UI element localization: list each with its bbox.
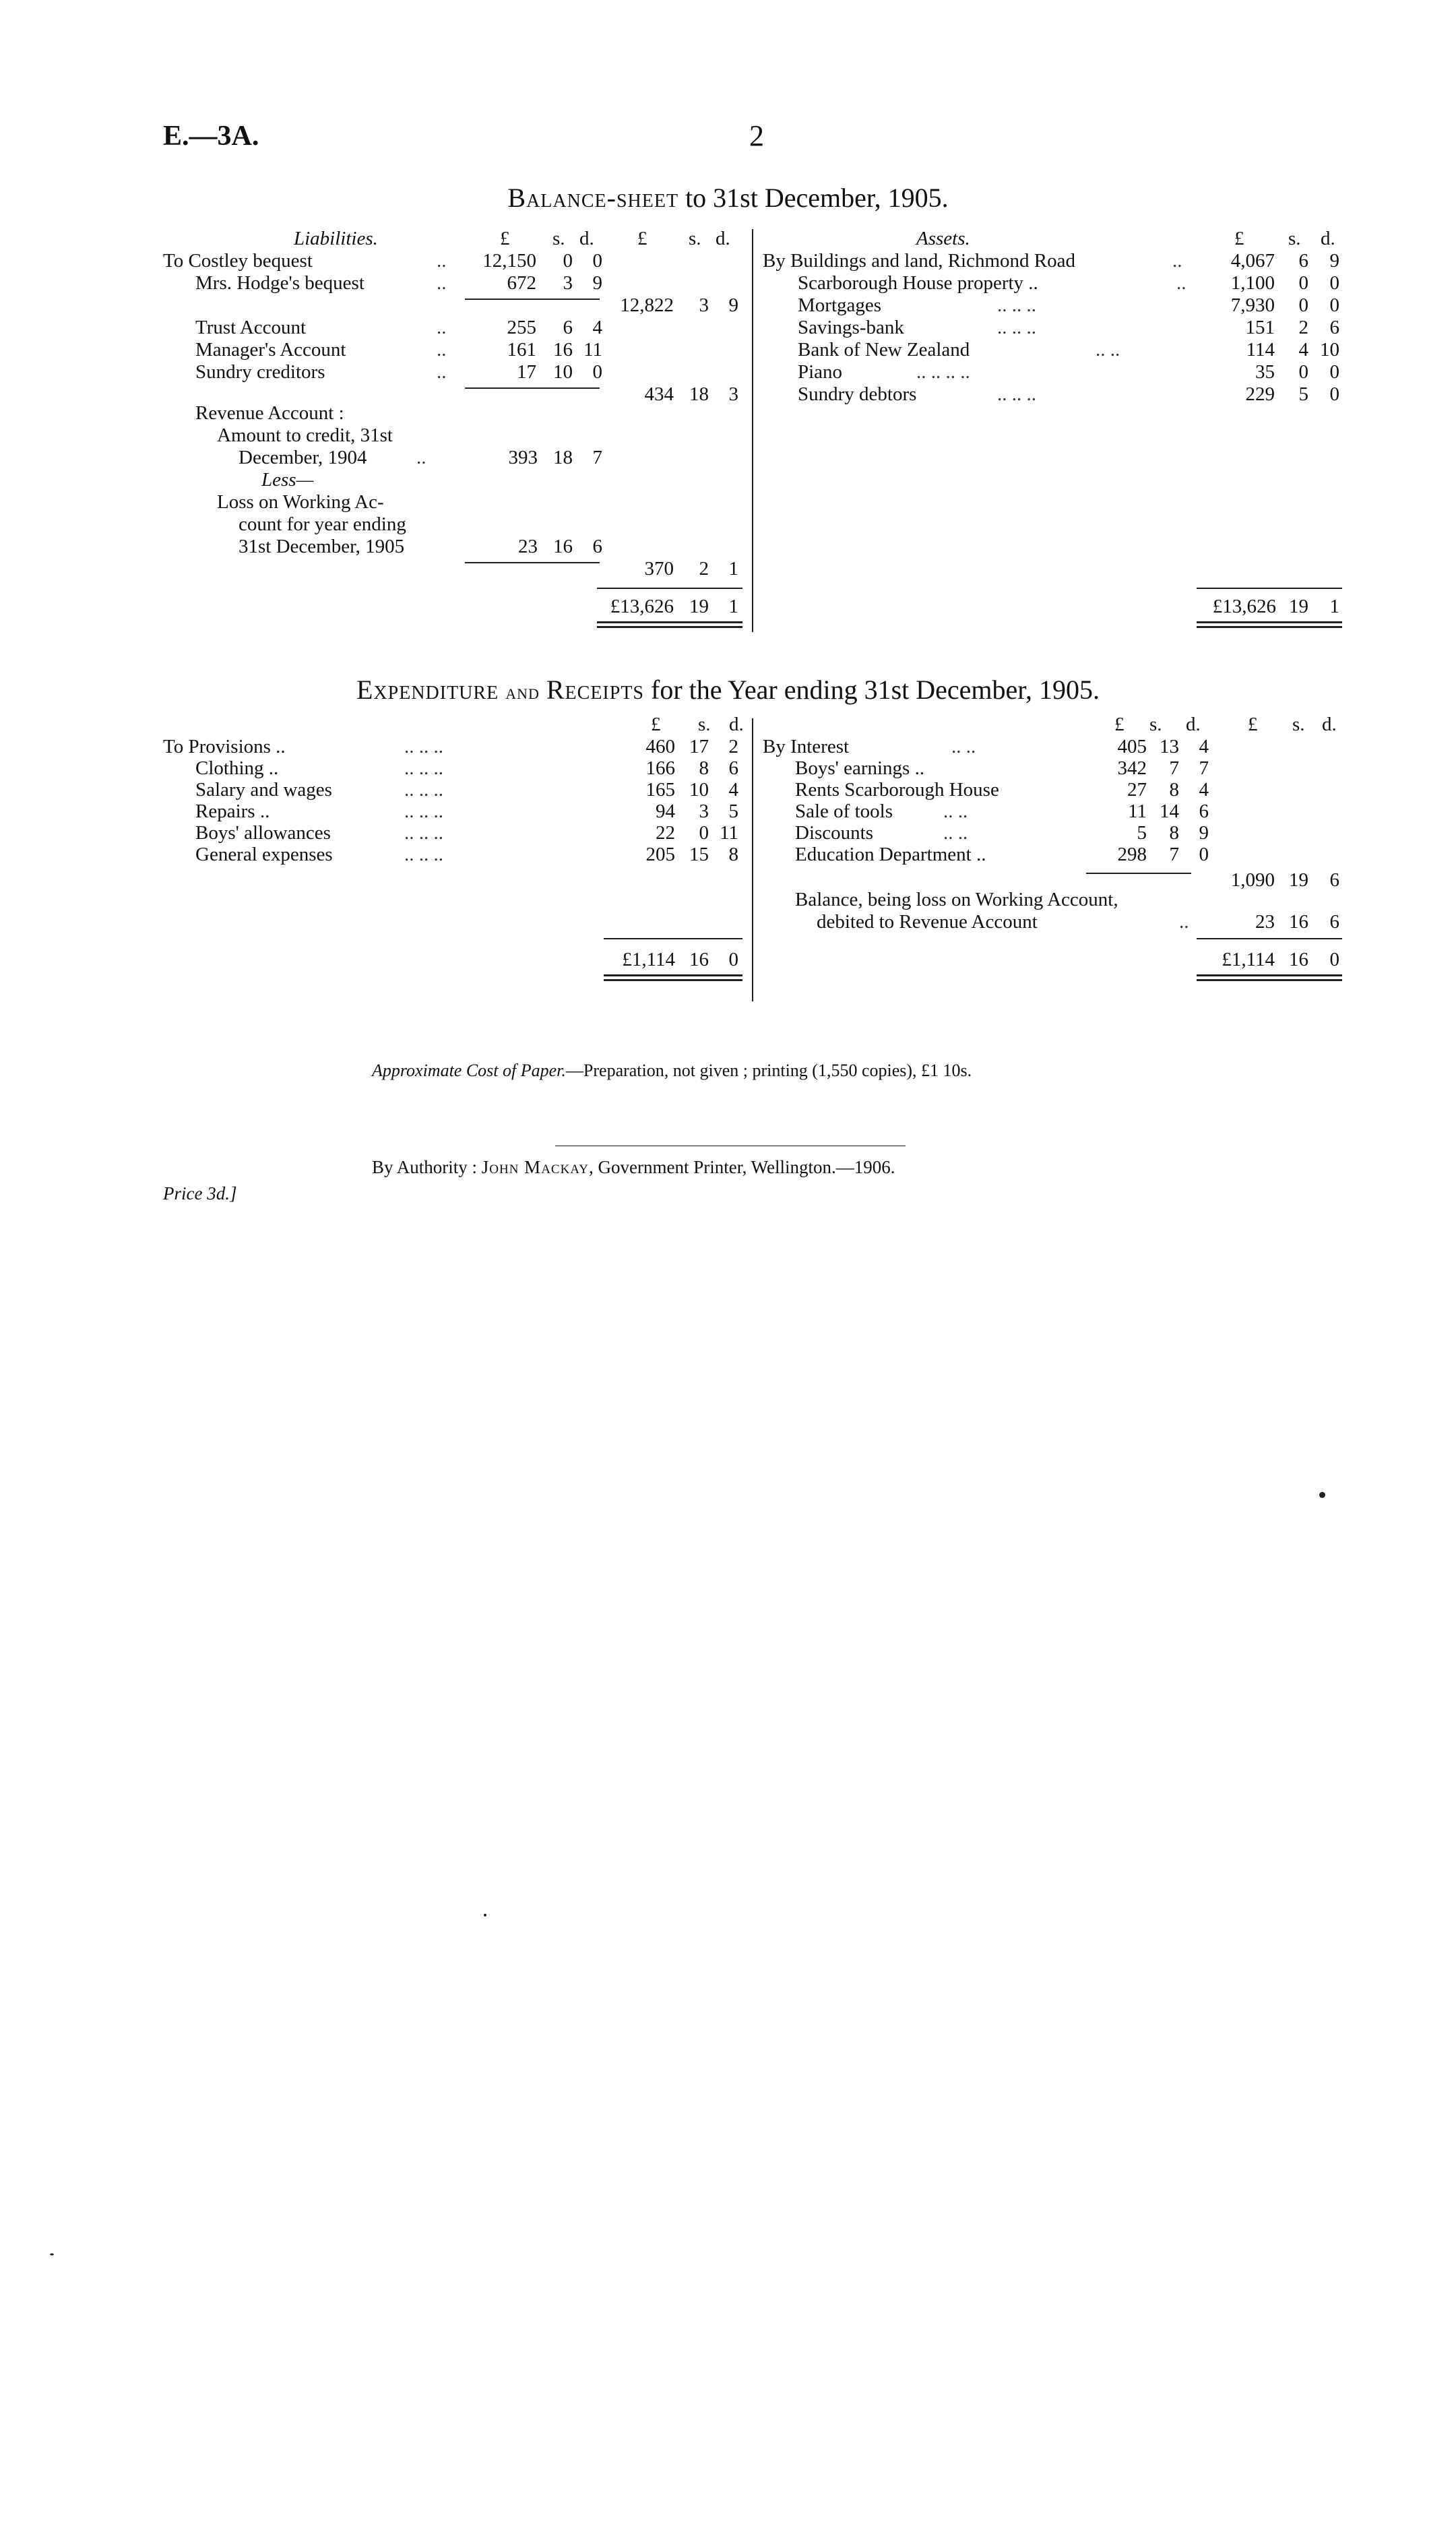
expense-dots: .. .. .. <box>404 822 443 844</box>
receipt-dots: .. .. <box>943 801 968 822</box>
asset-label: Bank of New Zealand <box>798 339 970 361</box>
page-number: 2 <box>749 119 764 152</box>
expense-amount-s: 3 <box>699 801 709 822</box>
printer-authority <box>372 1157 895 1178</box>
liability-amount-s: 6 <box>563 317 573 338</box>
liability-dots: .. <box>437 339 447 361</box>
liability-dots: .. <box>437 250 447 272</box>
exp-total-d: 0 <box>728 949 738 970</box>
liab-grand-d: 1 <box>728 596 738 617</box>
authority-name: John Mackay <box>481 1157 590 1177</box>
asset-amount-s: 0 <box>1298 361 1308 383</box>
receipt-label: Boys' earnings .. <box>795 757 925 779</box>
asset-amount-l: 114 <box>1246 339 1275 361</box>
expense-dots: .. .. .. <box>404 801 443 822</box>
expense-amount-s: 10 <box>689 779 709 801</box>
asset-amount-d: 0 <box>1329 272 1339 294</box>
asset-amount-l: 151 <box>1245 317 1275 338</box>
receipt-amount-s: 7 <box>1169 844 1179 865</box>
asset-dots: .. .. .. <box>997 294 1036 316</box>
balance-sheet-title-sc: Balance-sheet <box>507 183 679 213</box>
assets-grand-double-rule <box>1197 621 1342 628</box>
receipt-amount-s: 13 <box>1160 736 1179 757</box>
exp-cur-pound: £ <box>651 714 661 735</box>
exp-total-s: 16 <box>689 949 709 970</box>
liability-amount-s: 10 <box>553 361 573 383</box>
liab-cur-s-1: s. <box>552 228 565 249</box>
liab-cur-pound-2: £ <box>637 228 647 249</box>
expense-amount-l: 460 <box>645 736 675 757</box>
expense-dots: .. .. .. <box>404 757 443 779</box>
revenue-total-l: 370 <box>644 558 674 580</box>
receipt-amount-l: 27 <box>1127 779 1147 801</box>
asset-dots: .. .. <box>1096 339 1120 361</box>
exp-cur-s: s. <box>698 714 711 735</box>
asset-amount-d: 0 <box>1329 383 1339 405</box>
liability-label: Manager's Account <box>195 339 346 361</box>
liab-subtotal-l: 434 <box>644 383 674 405</box>
liability-amount-l: 161 <box>507 339 536 361</box>
receipt-dots: .. .. <box>943 822 968 844</box>
rec-total-s: 16 <box>1289 949 1308 970</box>
receipt-amount-s: 14 <box>1160 801 1179 822</box>
asset-amount-d: 0 <box>1329 361 1339 383</box>
scan-speck <box>484 1914 486 1916</box>
price: Price 3d.] <box>163 1183 237 1204</box>
revenue-line-2: Amount to credit, 31st <box>217 425 393 446</box>
assets-grand-d: 1 <box>1329 596 1339 617</box>
asset-amount-l: 229 <box>1245 383 1275 405</box>
liab-subtotal-d: 9 <box>728 294 738 316</box>
scan-speck <box>1319 1492 1325 1498</box>
rec-cur-d-2: d. <box>1322 714 1337 735</box>
receipt-amount-d: 9 <box>1199 822 1209 844</box>
exp-total-l: £1,114 <box>622 949 675 970</box>
asset-amount-l: 4,067 <box>1230 250 1275 272</box>
assets-cur-d: d. <box>1321 228 1335 249</box>
liability-label: To Costley bequest <box>163 250 313 272</box>
receipt-label: Rents Scarborough House <box>795 779 999 801</box>
liability-label: Trust Account <box>195 317 307 338</box>
asset-amount-s: 0 <box>1298 294 1308 316</box>
expense-amount-s: 17 <box>689 736 709 757</box>
revenue-less: Less— <box>261 469 314 491</box>
expense-dots: .. .. .. <box>404 844 443 865</box>
liability-label: Mrs. Hodge's bequest <box>195 272 365 294</box>
liab-cur-s-2: s. <box>689 228 701 249</box>
liab-cur-pound-1: £ <box>500 228 510 249</box>
receipt-amount-l: 342 <box>1117 757 1147 779</box>
expense-amount-s: 0 <box>699 822 709 844</box>
expense-amount-l: 165 <box>645 779 675 801</box>
receipt-dots: .. .. <box>951 736 976 757</box>
authority-post: , Government Printer, Wellington.—1906. <box>589 1157 895 1177</box>
balance-amt-d: 6 <box>1329 911 1339 933</box>
asset-label: Scarborough House property .. <box>798 272 1038 294</box>
revenue-amt1-s: 18 <box>553 447 573 468</box>
expense-label: Repairs .. <box>195 801 270 822</box>
revenue-total-d: 1 <box>728 558 738 580</box>
liability-amount-d: 4 <box>592 317 602 338</box>
receipt-amount-l: 405 <box>1117 736 1147 757</box>
expense-label: Salary and wages <box>195 779 332 801</box>
receipt-label: Education Department .. <box>795 844 986 865</box>
revenue-amt2-s: 16 <box>553 536 573 557</box>
revenue-amt2-l: 23 <box>518 536 538 557</box>
liab-subtotal-rule <box>465 299 600 300</box>
receipt-label: Discounts <box>795 822 873 844</box>
revenue-amt1-d: 7 <box>592 447 602 468</box>
expenditure-title-sc1: Expenditure <box>356 675 499 705</box>
balance-line-2: debited to Revenue Account <box>817 911 1038 933</box>
asset-label: By Buildings and land, Richmond Road <box>763 250 1075 272</box>
cost-note-italic: Approximate Cost of Paper. <box>372 1061 566 1080</box>
liab-cur-d-2: d. <box>716 228 730 249</box>
revenue-subtotal-rule <box>465 562 600 563</box>
receipt-amount-l: 11 <box>1128 801 1147 822</box>
receipt-amount-l: 298 <box>1117 844 1147 865</box>
exp-total-rule <box>604 938 742 939</box>
receipt-amount-s: 8 <box>1169 822 1179 844</box>
asset-amount-d: 9 <box>1329 250 1339 272</box>
liab-grand-s: 19 <box>689 596 709 617</box>
liability-amount-l: 17 <box>517 361 536 383</box>
assets-cur-pound: £ <box>1234 228 1244 249</box>
expense-dots: .. .. .. <box>404 736 443 757</box>
rec-cur-pound-1: £ <box>1114 714 1125 735</box>
assets-grand-rule <box>1197 588 1342 589</box>
rec-total-rule <box>1197 938 1342 939</box>
liability-amount-d: 11 <box>583 339 602 361</box>
receipt-amount-d: 7 <box>1199 757 1209 779</box>
rec-cur-pound-2: £ <box>1248 714 1258 735</box>
liability-dots: .. <box>437 272 447 294</box>
scan-speck <box>50 2253 54 2255</box>
expenditure-title-rest: for the Year ending 31st December, 1905. <box>651 675 1100 705</box>
expense-amount-s: 8 <box>699 757 709 779</box>
exp-total-double-rule <box>604 974 742 981</box>
asset-amount-s: 5 <box>1298 383 1308 405</box>
authority-pre: By Authority : <box>372 1157 482 1177</box>
rec-total-d: 0 <box>1329 949 1339 970</box>
rec-cur-s-1: s. <box>1149 714 1162 735</box>
asset-amount-l: 1,100 <box>1230 272 1275 294</box>
balance-sheet-title <box>0 182 1456 214</box>
expense-label: Clothing .. <box>195 757 279 779</box>
liabilities-heading: Liabilities. <box>294 228 378 249</box>
asset-amount-l: 35 <box>1255 361 1275 383</box>
liability-label: Sundry creditors <box>195 361 325 383</box>
receipts-total-s: 19 <box>1289 869 1308 891</box>
rec-total-double-rule <box>1197 974 1342 981</box>
receipt-amount-d: 4 <box>1199 779 1209 801</box>
revenue-line-5: count for year ending <box>239 513 406 535</box>
liability-amount-l: 672 <box>507 272 536 294</box>
rec-total-l: £1,114 <box>1222 949 1275 970</box>
liability-amount-s: 16 <box>553 339 573 361</box>
liab-grand-l: £13,626 <box>610 596 674 617</box>
receipt-amount-s: 7 <box>1169 757 1179 779</box>
exp-cur-d: d. <box>729 714 744 735</box>
asset-amount-d: 6 <box>1329 317 1339 338</box>
expense-amount-l: 166 <box>645 757 675 779</box>
rec-cur-d-1: d. <box>1186 714 1201 735</box>
expense-amount-d: 6 <box>728 757 738 779</box>
receipt-amount-s: 8 <box>1169 779 1179 801</box>
receipt-amount-d: 4 <box>1199 736 1209 757</box>
asset-label: Piano <box>798 361 843 383</box>
document-reference: E.—3A. <box>163 121 259 152</box>
revenue-amt1-l: 393 <box>508 447 538 468</box>
liab-subtotal-s: 3 <box>699 294 709 316</box>
balance-amt-s: 16 <box>1289 911 1308 933</box>
asset-amount-d: 10 <box>1320 339 1339 361</box>
revenue-line-4: Loss on Working Ac- <box>217 491 384 513</box>
expense-amount-d: 2 <box>728 736 738 757</box>
liability-dots: .. <box>437 361 447 383</box>
liability-amount-s: 0 <box>563 250 573 272</box>
liability-amount-d: 9 <box>592 272 602 294</box>
expense-amount-l: 94 <box>656 801 675 822</box>
receipts-total-l: 1,090 <box>1230 869 1275 891</box>
asset-dots: .. <box>1176 272 1186 294</box>
revenue-line-3-dots: .. <box>416 447 426 468</box>
expenditure-title-sc2: Receipts <box>546 675 644 705</box>
revenue-label: Revenue Account : <box>195 402 344 424</box>
receipt-amount-d: 0 <box>1199 844 1209 865</box>
asset-label: Sundry debtors <box>798 383 917 405</box>
balance-sheet-title-rest: to 31st December, 1905. <box>685 183 949 213</box>
balance-amt-l: 23 <box>1255 911 1275 933</box>
expense-label: General expenses <box>195 844 333 865</box>
liab-cur-d-1: d. <box>579 228 594 249</box>
receipt-label: By Interest <box>763 736 850 757</box>
receipt-amount-l: 5 <box>1137 822 1147 844</box>
asset-amount-s: 0 <box>1298 272 1308 294</box>
expense-dots: .. .. .. <box>404 779 443 801</box>
liab-subtotal-s: 18 <box>689 383 709 405</box>
receipts-total-d: 6 <box>1329 869 1339 891</box>
liab-grand-double-rule <box>597 621 742 628</box>
expense-amount-l: 205 <box>645 844 675 865</box>
asset-dots: .. .. .. <box>997 383 1036 405</box>
expense-amount-d: 11 <box>720 822 738 844</box>
rec-cur-s-2: s. <box>1292 714 1305 735</box>
expense-label: To Provisions .. <box>163 736 286 757</box>
revenue-line-6: 31st December, 1905 <box>239 536 405 557</box>
revenue-amt2-d: 6 <box>592 536 602 557</box>
asset-dots: .. .. .. .. <box>916 361 970 383</box>
balance-line-1: Balance, being loss on Working Account, <box>795 889 1118 910</box>
assets-grand-s: 19 <box>1289 596 1308 617</box>
liability-amount-s: 3 <box>563 272 573 294</box>
asset-dots: .. .. .. <box>997 317 1036 338</box>
expense-amount-d: 4 <box>728 779 738 801</box>
liability-amount-d: 0 <box>592 361 602 383</box>
balance-dots: .. <box>1179 911 1189 933</box>
receipt-label: Sale of tools <box>795 801 893 822</box>
asset-amount-d: 0 <box>1329 294 1339 316</box>
expenditure-title-and: and <box>505 679 540 704</box>
asset-amount-s: 4 <box>1298 339 1308 361</box>
asset-amount-s: 6 <box>1298 250 1308 272</box>
asset-label: Savings-bank <box>798 317 904 338</box>
expense-label: Boys' allowances <box>195 822 331 844</box>
cost-note-rest: —Preparation, not given ; printing (1,550 copies), £1 10s. <box>565 1061 972 1080</box>
receipts-subtotal-rule <box>1086 873 1191 874</box>
assets-heading: Assets. <box>916 228 970 249</box>
liab-grand-rule <box>597 588 742 589</box>
liab-subtotal-l: 12,822 <box>620 294 674 316</box>
asset-dots: .. <box>1172 250 1182 272</box>
asset-amount-l: 7,930 <box>1230 294 1275 316</box>
expense-amount-d: 5 <box>728 801 738 822</box>
liability-amount-l: 255 <box>507 317 536 338</box>
expenditure-title <box>0 674 1456 706</box>
receipt-amount-d: 6 <box>1199 801 1209 822</box>
liability-amount-d: 0 <box>592 250 602 272</box>
expense-amount-d: 8 <box>728 844 738 865</box>
liability-amount-l: 12,150 <box>482 250 536 272</box>
cost-note <box>372 1061 972 1081</box>
asset-amount-s: 2 <box>1298 317 1308 338</box>
expenditure-divider <box>752 718 753 1001</box>
expense-amount-l: 22 <box>656 822 675 844</box>
liability-dots: .. <box>437 317 447 338</box>
assets-cur-s: s. <box>1288 228 1301 249</box>
asset-label: Mortgages <box>798 294 882 316</box>
revenue-line-3: December, 1904 <box>239 447 367 468</box>
expense-amount-s: 15 <box>689 844 709 865</box>
assets-grand-l: £13,626 <box>1212 596 1276 617</box>
liab-subtotal-d: 3 <box>728 383 738 405</box>
revenue-total-s: 2 <box>699 558 709 580</box>
liab-subtotal-rule <box>465 387 600 389</box>
balance-sheet-divider <box>752 229 753 632</box>
